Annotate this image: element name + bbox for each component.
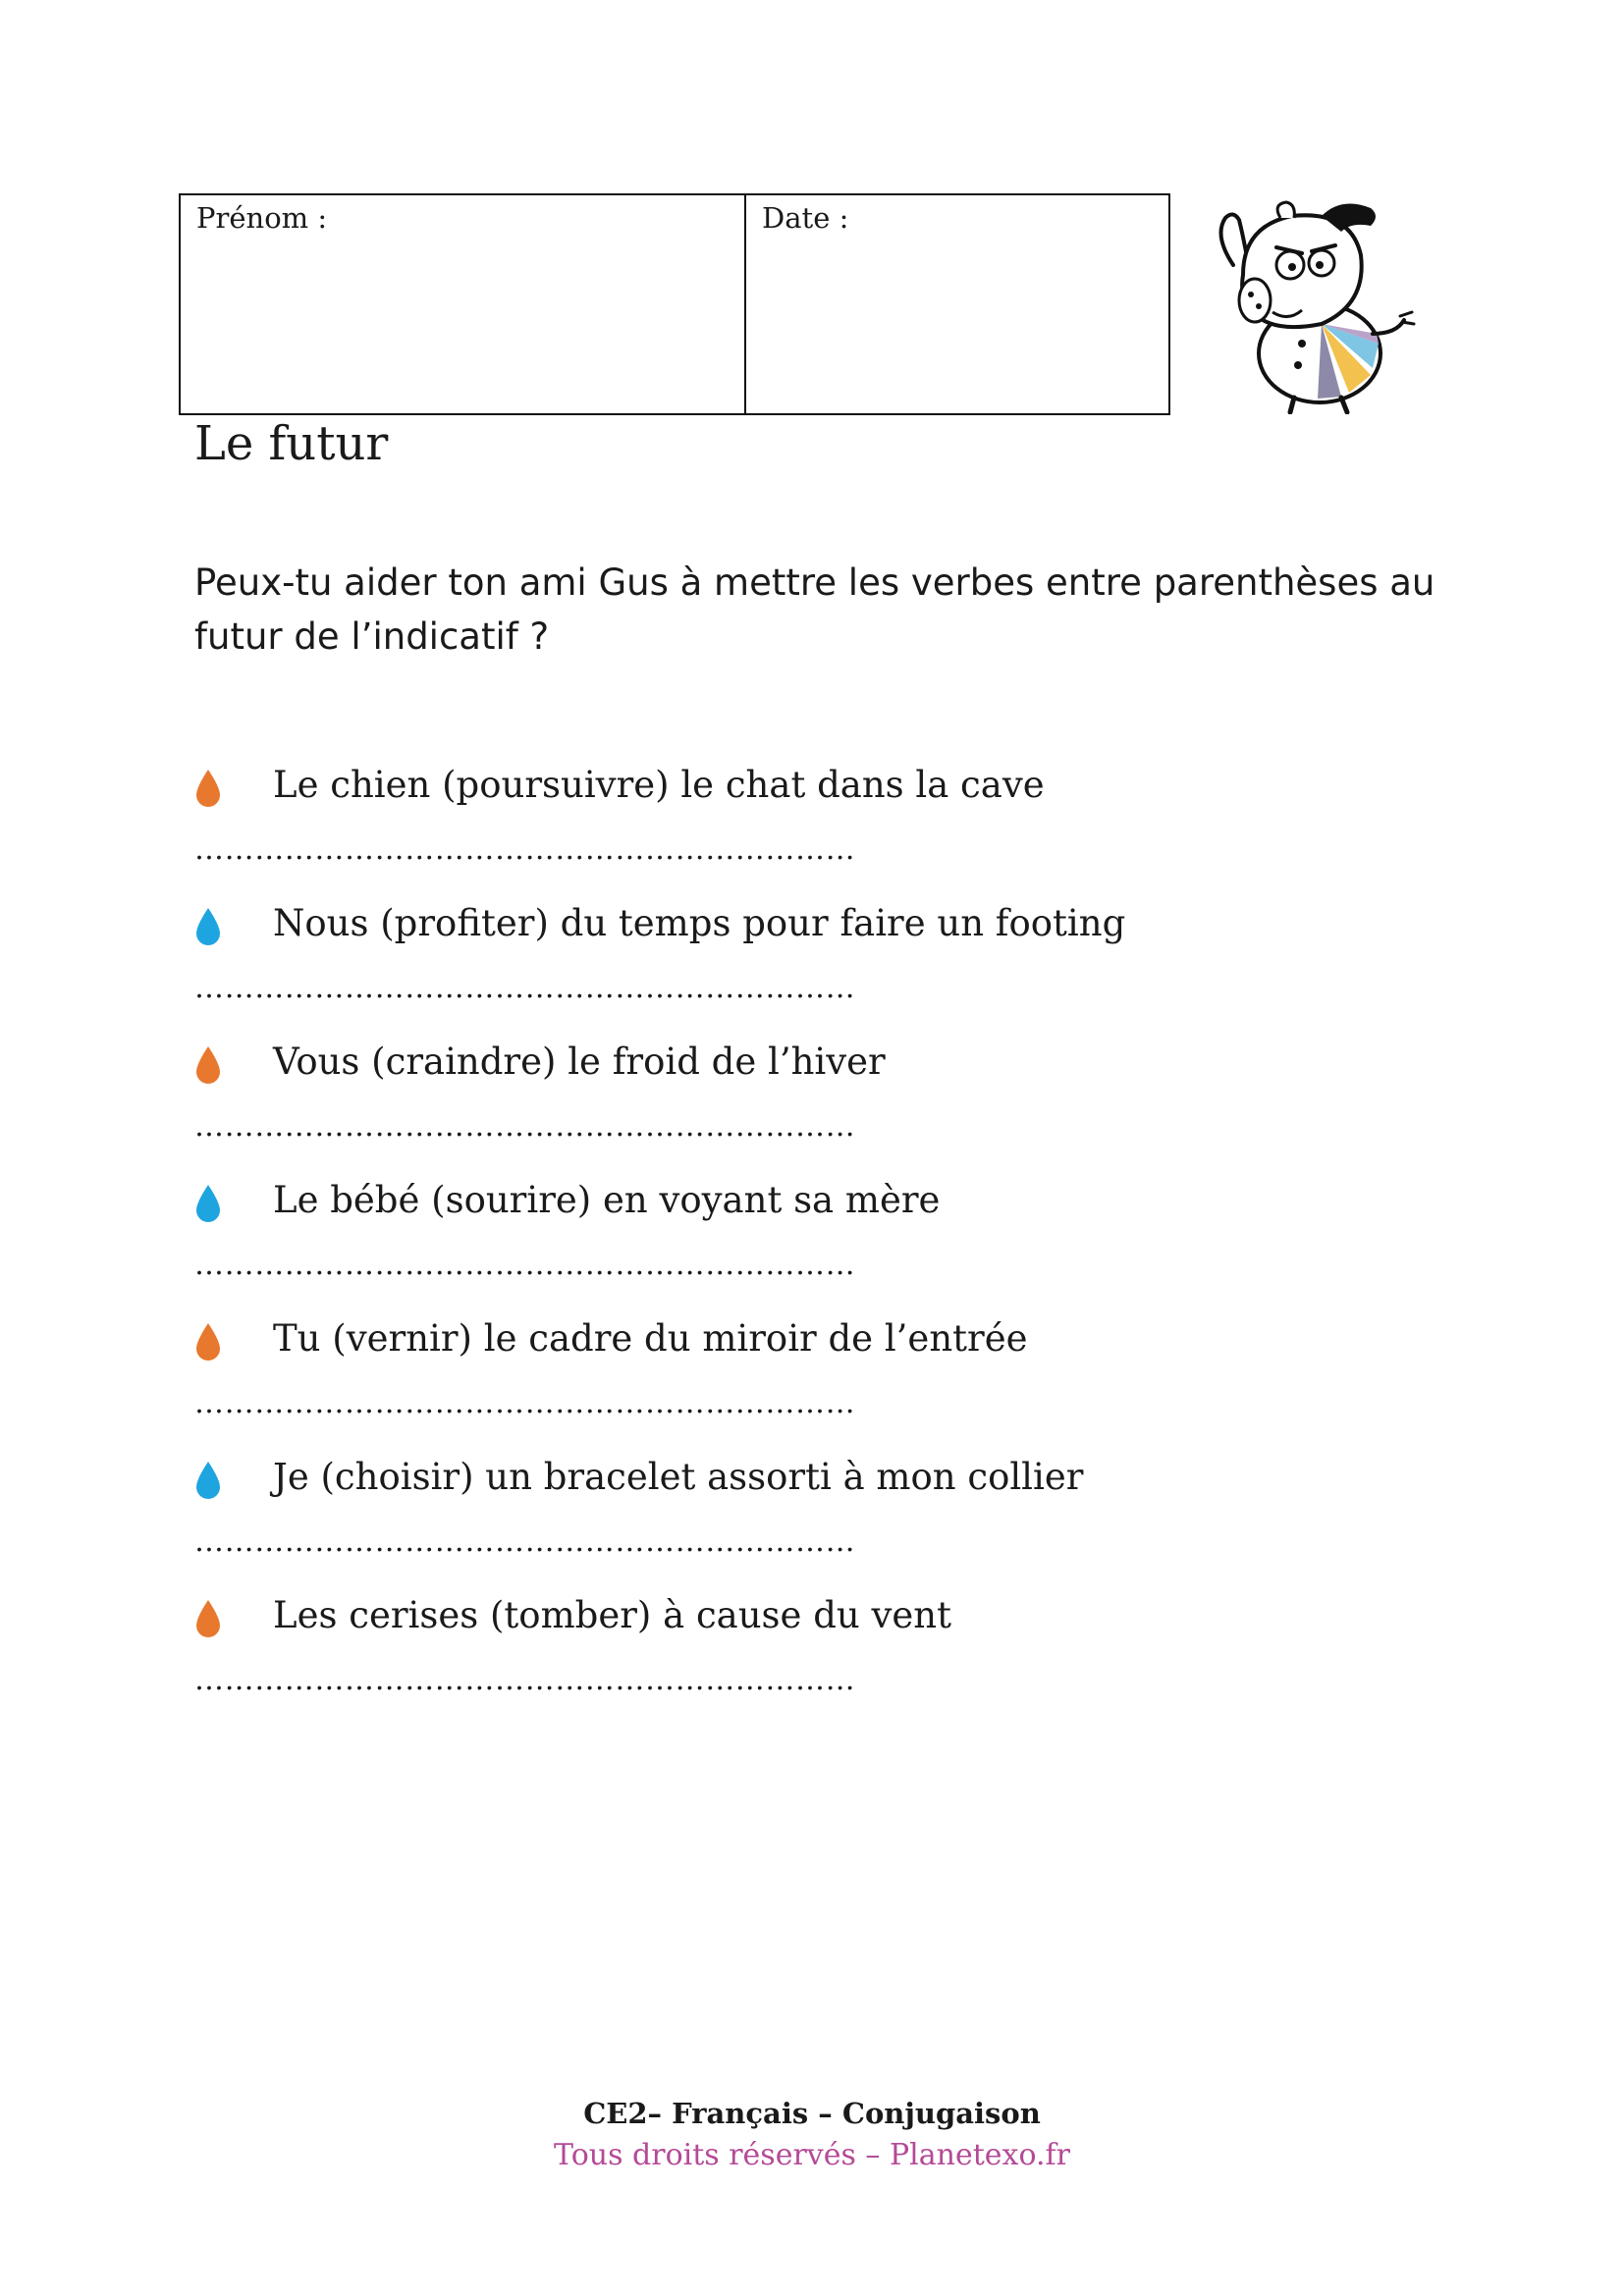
answer-line[interactable]: ………………………………………………………… (194, 1248, 856, 1282)
answer-line[interactable]: ………………………………………………………… (194, 1386, 856, 1420)
list-item (194, 1586, 1471, 1725)
list-item (194, 1033, 1471, 1171)
orange-drop-icon (194, 1598, 222, 1637)
prenom-field[interactable] (181, 195, 746, 413)
answer-line[interactable]: ………………………………………………………… (194, 1663, 856, 1697)
list-item (194, 1171, 1471, 1309)
answer-line[interactable]: ………………………………………………………… (194, 971, 856, 1005)
gus-mascot-icon (1204, 196, 1418, 414)
exercise-sentence: Les cerises (tomber) à cause du vent (273, 1594, 951, 1636)
date-label: Date : (762, 201, 849, 235)
exercise-sentence: Je (choisir) un bracelet assorti à mon collier (273, 1456, 1084, 1498)
student-info-box (179, 193, 1170, 415)
page-title: Le futur (194, 416, 389, 471)
list-item (194, 1448, 1471, 1586)
exercise-sentence: Tu (vernir) le cadre du miroir de l’entrée (273, 1317, 1028, 1360)
answer-line[interactable]: ………………………………………………………… (194, 1109, 856, 1144)
list-item (194, 756, 1471, 894)
date-field[interactable] (746, 195, 1168, 413)
exercise-list (194, 756, 1471, 1725)
answer-line[interactable]: ………………………………………………………… (194, 1524, 856, 1559)
footer-subject: CE2– Français – Conjugaison (583, 2097, 1041, 2130)
orange-drop-icon (194, 1044, 222, 1084)
footer-rights: Tous droits réservés – Planetexo.fr (554, 2138, 1070, 2172)
exercise-sentence: Vous (craindre) le froid de l’hiver (273, 1041, 886, 1083)
orange-drop-icon (194, 1321, 222, 1361)
exercise-sentence: Le bébé (sourire) en voyant sa mère (273, 1179, 941, 1221)
answer-line[interactable]: ………………………………………………………… (194, 832, 856, 867)
instruction-text: Peux-tu aider ton ami Gus à mettre les verbes entre parenthèses au futur de l’indicatif ? (194, 561, 1435, 658)
blue-drop-icon (194, 1183, 222, 1222)
prenom-label: Prénom : (196, 201, 328, 235)
blue-drop-icon (194, 906, 222, 945)
exercise-sentence: Nous (profiter) du temps pour faire un footing (273, 902, 1126, 944)
list-item (194, 894, 1471, 1033)
orange-drop-icon (194, 768, 222, 807)
exercise-sentence: Le chien (poursuivre) le chat dans la cave (273, 764, 1045, 806)
list-item (194, 1309, 1471, 1448)
blue-drop-icon (194, 1460, 222, 1499)
